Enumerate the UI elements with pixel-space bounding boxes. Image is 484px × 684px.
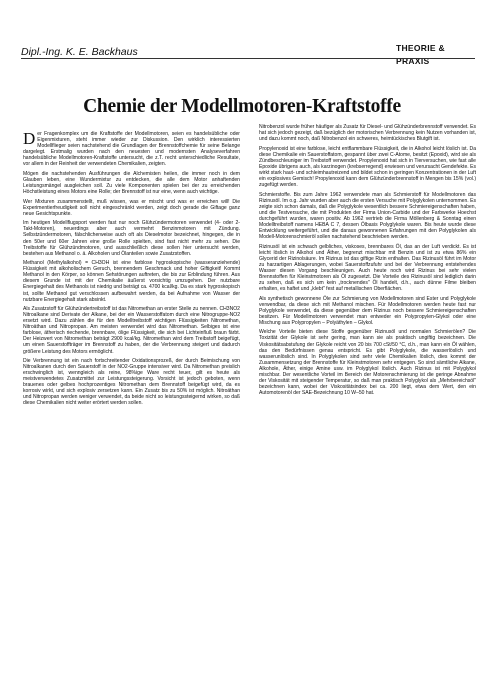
paragraph: Die Verbrennung ist ein nach fortschreitender Oxidationsprozeß, der durch Beimischung von Nitroalkanen durch den Sauerstoff in der NO2-Gruppe intensiver wird. Da Nitromethan preislich erschwinglich ist, wenngleich als reine, 98%ige Ware recht teuer, gilt es heute als meistverwendetes Zusatzmittel zur Leistungssteigerung. Vorsicht ist jedoch geboten, wenn brauenes oder gelbes hochprozentiges Nitromethan dem Brennstoff beigefügt wird, da es korrosiv wirkt, und sich explosiv zersetzen kann. Ein Zusatz bis zu 50% ist möglich. Nitroäthan und Nitropropan werden weniger verwendet, da beide nicht so leistungssteigernd wirken, so daß diese Chemikalien nicht weiter erörtert werden sollen. xyxy=(23,358,240,407)
paragraph: Als synthetisch gewonnene Öle zur Schmierung von Modellmotoren sind Ester und Polyglykole verwendbar, da diese sich mit Methanol mischen. Für Modellmotoren werden heute fast nur Polyglykole verwendet, da diese gegenüber dem Rizinus noch bessere Schmiereigenschaften besitzen. Für Modellmotoren verwendet man entweder ein Polypropylen-Glykol oder eine Mischung aus Polypropylen – Polyäthylen – Glykol. xyxy=(259,295,476,326)
paragraph: Welche Vorteile bieten diese Stoffe gegenüber Rizinusöl und normalen Schmierölen? Die Toxizität der Glykole ist sehr gering, man kann sie als praktisch ungiftig bezeichnen. Die Viskositätsabstufung der Glykole reicht von 20 bis 700 cSt/50 °C, d.h., man kann ein Öl wählen, das den Bedürfnissen genau entspricht. Es gibt Polyglykole, die wasserlöslich und wasserunlöslich sind. In Polyglykolen sind sehr viele Chemikalien löslich, dies kommt der Zusammensetzung der Brennstoffe für Kleinstmotoren sehr entgegen. So sind sämtliche Alkane, Alkohole, Äther, einige Amine usw. im Polyglykol löslich. Auch Rizinus ist mit Polyglykol mischbar. Der wesentliche Vorteil im Bereich der Motorenschmierung ist die geringe Abnahme der Viskosität mit steigender Temperatur, so daß man praktisch Polyglykol als „Mehrbereichsöl" bezeichnen kann, wobei der Viskositätsindex bei ca. 200 liegt, etwa dem Wert, den ein Automotorenöl der SAE-Bezeichnung 10 W–50 hat. xyxy=(259,329,476,396)
section-label-line1: THEORIE & xyxy=(396,43,445,53)
right-column xyxy=(259,124,476,400)
paragraph: Im heutigen Modellflugsport werden fast nur noch Glühzündermotoren verwendet (4- oder 2-Takt-Motoren), neuerdings aber auch vermehrt Benzinmotoren mit Zündung. Selbstzündermotoren, fälschlicherweise auch oft als Dieselmotor bezeichnet, hingegen, die in den 50er und 60er Jahren eine große Rolle spielten, sind fast nicht mehr zu sehen. Die Treibstoffe für Glühzündmotoren, und ausschließlich diese sollen hier untersucht werden, bestehen aus Methanol o. ä. Alkoholen und Ölanteilen sowie Zusatzstoffen. xyxy=(23,220,240,257)
article-title: Chemie der Modellmotoren-Kraftstoffe xyxy=(83,96,401,117)
drop-cap: D xyxy=(23,129,36,148)
paragraph xyxy=(23,131,240,167)
author-name: Dipl.-Ing. K. E. Backhaus xyxy=(21,46,138,58)
paragraph: Als Zusatzstoff für Glühzündertreibstoff ist das Nitromethan an erster Stelle zu nennen. CH3NO2 Nitroalkane sind Derivate der Alkane, bei der ein Wasserstoffatom durch eine Nitrogruppe-NO2 ersetzt wird. Dazu zählen die für den Modelltreibstoff wichtigen Flüssigkeiten Nitromethan, Nitroäthan und Nitropropan. Am meisten verwendet wird das Nitromethan. Selbiges ist eine farblose, ätherisch riechende, brennbare, ölige Flüssigkeit, die sich bei Lichteinfluß braun färbt. Der Heizwert von Nitromethan beträgt 2900 kcal/kg. Nitromethan wird dem Treibstoff beigefügt, um einen Sauerstoffträger im Brennstoff zu haben, der die Verbrennung steigert und dadurch größere Leistung des Motors ermöglicht. xyxy=(23,306,240,355)
section-label-line2: PRAXIS xyxy=(396,55,430,66)
paragraph: Methanol (Methylalkohol) = CH3OH ist eine farblose hygroskopische (wasseranziehende) Flüssigkeit mit alkoholischem Geruch, brennendem Geschmack und hoher Giftigkeit! Kommt Methanol in den Körper, so können Sehstörungen auftreten, die bis zur Erblindung führen. Aus diesem Grunde ist mit der Chemikalie äußerst vorsichtig umzugehen. Der nutzbare Energiegehalt des Methanols ist niedrig und beträgt ca. 4700 kcal/kg. Da es stark hygroskopisch ist, sollte Methanol gut verschlossen aufbewahrt werden, da bei Aufnahme von Wasser der nutzbare Energiegehalt stark absinkt. xyxy=(23,260,240,303)
header-rule xyxy=(21,58,475,59)
left-column xyxy=(23,131,240,410)
paragraph: Mögen die nachstehenden Ausführungen die Alchemisten heilen, die immer noch in dem Glauben leben, eine Wundermixtur zu entdecken, die alle dem Motor anhaftenden Leistungsmängel ausgleichen soll. Zu viele Komponenten spielen bei der zu erreichenden Höchstleistung eines Motors eine Rolle; der Brennstoff ist nur eine, wenn auch wichtige. xyxy=(23,170,240,196)
paragraph: Rizinusöl ist ein schwach gelbliches, viskoses, brennbares Öl, das an der Luft verdickt. Es ist leicht löslich in Alkohol und Äther, begrenzt mischbar mit Benzin und ist zu etwa 86% ein Glycerid der Rizinolsäure. Im Rizinus ist das giftige Rizin enthalten. Das Rizinusöl führt im Motor zu harzartigen Ablagerungen, wobei Sauerstoffzufuhr und bei der Verbrennung entstehendes Wasser diesen Vorgang beschleunigen. Auch heute noch wird Rizinus bei sehr vielen Brennstoffen für Kleinstmotoren als Öl zugesetzt. Die Vorteile des Rizinusöl sind lediglich darin zu sehen, daß es sich um kein „trocknendes" Öl handelt, d.h., auch dünne Filme bleiben erhalten, es haftet und „klebt" fest auf metallischen Oberflächen. xyxy=(259,243,476,292)
paragraph: Schmierstoffe. Bis zum Jahre 1962 verwendete man als Schmierstoff für Modellmotoren das Rizinusöl. Im o.g. Jahr wurden aber auch die ersten Versuche mit Polyglykolen unternommen. Es zeigte sich schon damals, daß die Polyglykole wesentlich bessere Schmiereigenschaften haben, und die Testversuche, die mit Produkten der Firma Union-Carbide und der Farbwerke Hoechst durchgeführt wurden, waren positiv. Ab 1962 vertrieb die Firma Möllenberg & Sonntag einen Modelltreibstoff namens HEBA C 7, dessen Ölbasis Polyglykole waren. Bis heute wurde diese Entwicklung weitergeführt, und die daraus gewonnenen Erfahrungen mit den Polyglykolen als Modell-Motorenschmieröl sollen nachstehend beschrieben werden. xyxy=(259,191,476,240)
paragraph: Nitrobenzol wurde früher häufiger als Zusatz für Diesel- und Glühzünderbrennstoff verwendet. Es hat sich jedoch gezeigt, daß bezüglich der motorischen Verbrennung kein Nutzen vorhanden ist, und dazu kommt noch, daß Nitrobenzol ein schweres, heimtückisches Blutgift ist. xyxy=(259,124,476,143)
section-label xyxy=(396,42,445,67)
paragraph: Wer Mixturen zusammenstellt, muß wissen, was er mischt und was er erreichen will! Die Experimentierfreudigkeit soll nicht eingeschränkt werden, zeigt doch gerade die Giftage ganz neue Gesichtspunkte. xyxy=(23,198,240,217)
paragraph: Propylenoxid ist eine farblose, leicht entflammbare Flüssigkeit, die in Alkohol leicht löslich ist. Da diese Chemikalie ein Sauerstoffatom, gespannt über zwei C-Atome, besitzt (Epoxid), wird sie als Zündbeschleuniger im Treibstoff verwendet. Propylenoxid hat sich in Tierversuchen, wie fast alle Epoxide übrigens auch, als karzinogen (krebserregend) erwiesen und verursacht Gendefekte. Es wirkt stark haut- und schleimhautreizend und bildet schon in geringen Konzentrationen in der Luft ein explosives Gemisch! Propylenoxid kann dem Glühzünderbrennstoff in Mengen bis 15% (vol.) zugefügt werden. xyxy=(259,145,476,189)
paragraph-text: er Fragenkomplex um die Kraftstoffe der Modellmotoren, seien es handelsübliche oder Eigenmixturen, steht immer wieder zur Diskussion. Den wirklich interessierten Modellflieger seien nachstehend die Grundlagen der Brennstoffchemie für seine Belange dargelegt. Erstmalig wurden nach den neuesten und modernsten Analyseverfahren handelsübliche Modellmotoren-Kraftstoffe untersucht, die z.T. recht unterschiedliche Resultate, vor allem in der Reinheit der verwendeten Chemikalien, zeigten. xyxy=(23,131,240,168)
